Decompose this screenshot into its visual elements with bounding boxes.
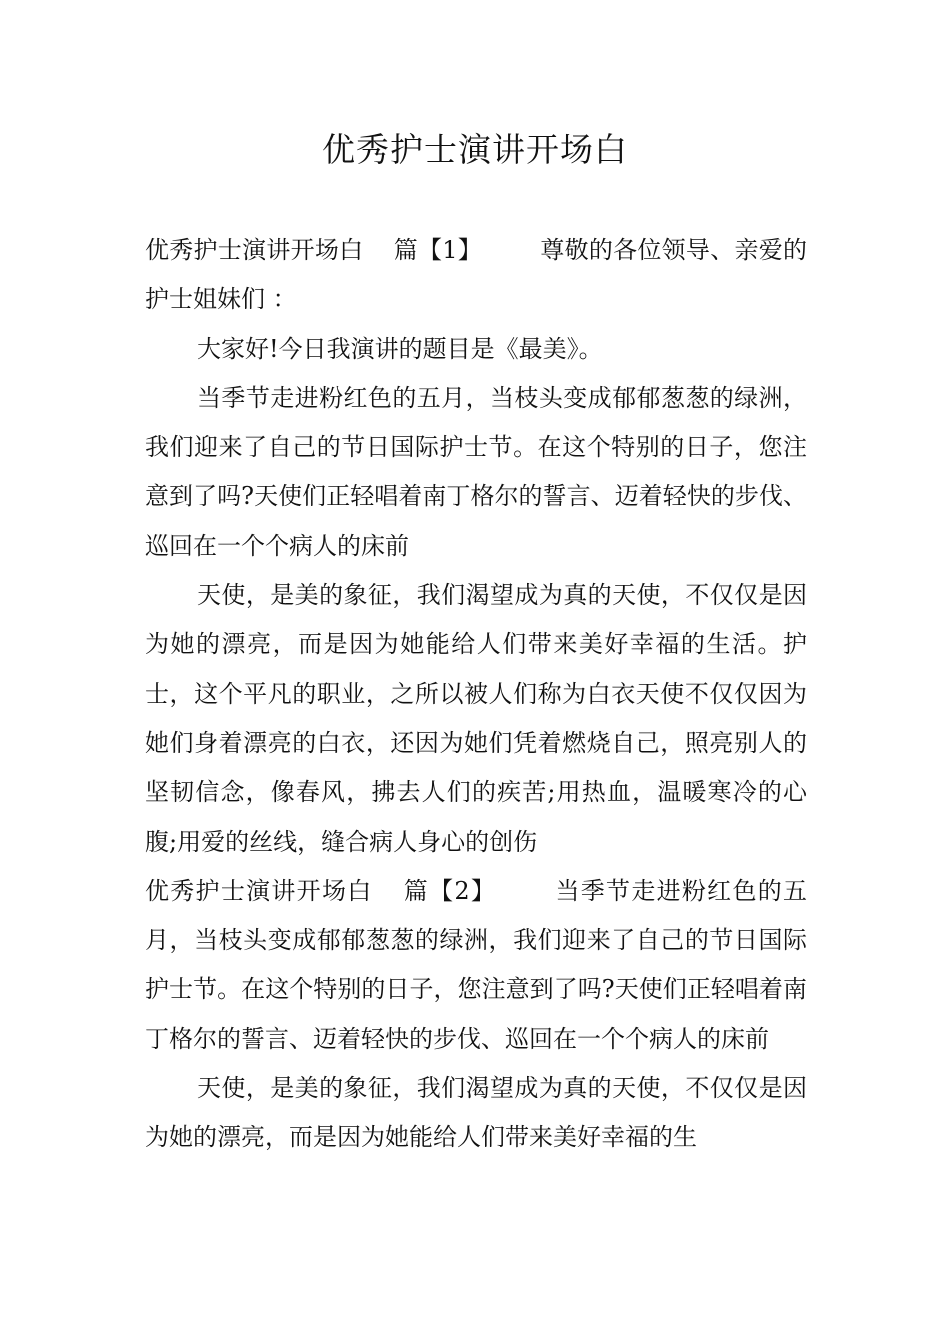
paragraph-1 [145,226,807,325]
paragraph-3: 当季节走进粉红色的五月，当枝头变成郁郁葱葱的绿洲，我们迎来了自己的节日国际护士节。在这个特别的日子，您注意到了吗?天使们正轻唱着南丁格尔的誓言、迈着轻快的步伐、巡回在一个个病人的床前 [145,383,807,560]
document-title: 优秀护士演讲开场白 [322,130,628,169]
paragraph-2: 大家好!今日我演讲的题目是《最美》。 [197,334,603,363]
paragraph-4: 天使，是美的象征，我们渴望成为真的天使，不仅仅是因为她的漂亮，而是因为她能给人们带来美好幸福的生活。护士，这个平凡的职业，之所以被人们称为白衣天使不仅仅因为她们身着漂亮的白衣，还因为她们凭着燃烧自己，照亮别人的坚韧信念，像春风，拂去人们的疾苦;用热血，温暖寒冷的心腹;用爱的丝线，缝合病人身心的创伤 [145,581,807,856]
document-body [145,226,807,1163]
section-label-2: 篇【2】 [402,876,497,905]
section-heading-1: 优秀护士演讲开场白 [145,236,364,264]
section-heading-2: 优秀护士演讲开场白 [145,876,373,905]
paragraph-6: 天使，是美的象征，我们渴望成为真的天使，不仅仅是因为她的漂亮，而是因为她能给人们带来美好幸福的生 [145,1074,807,1152]
paragraph-5-text: 当季节走进粉红色的五月，当枝头变成郁郁葱葱的绿洲，我们迎来了自己的节日国际护士节。在这个特别的日子，您注意到了吗?天使们正轻唱着南丁格尔的誓言、迈着轻快的步伐、巡回在一个个病人的床前 [145,876,808,1053]
section-label-1: 篇【1】 [393,236,483,264]
paragraph-5 [145,867,807,1064]
paragraph-1-text: 尊敬的各位领导、亲爱的护士姐妹们 ： [145,236,808,314]
